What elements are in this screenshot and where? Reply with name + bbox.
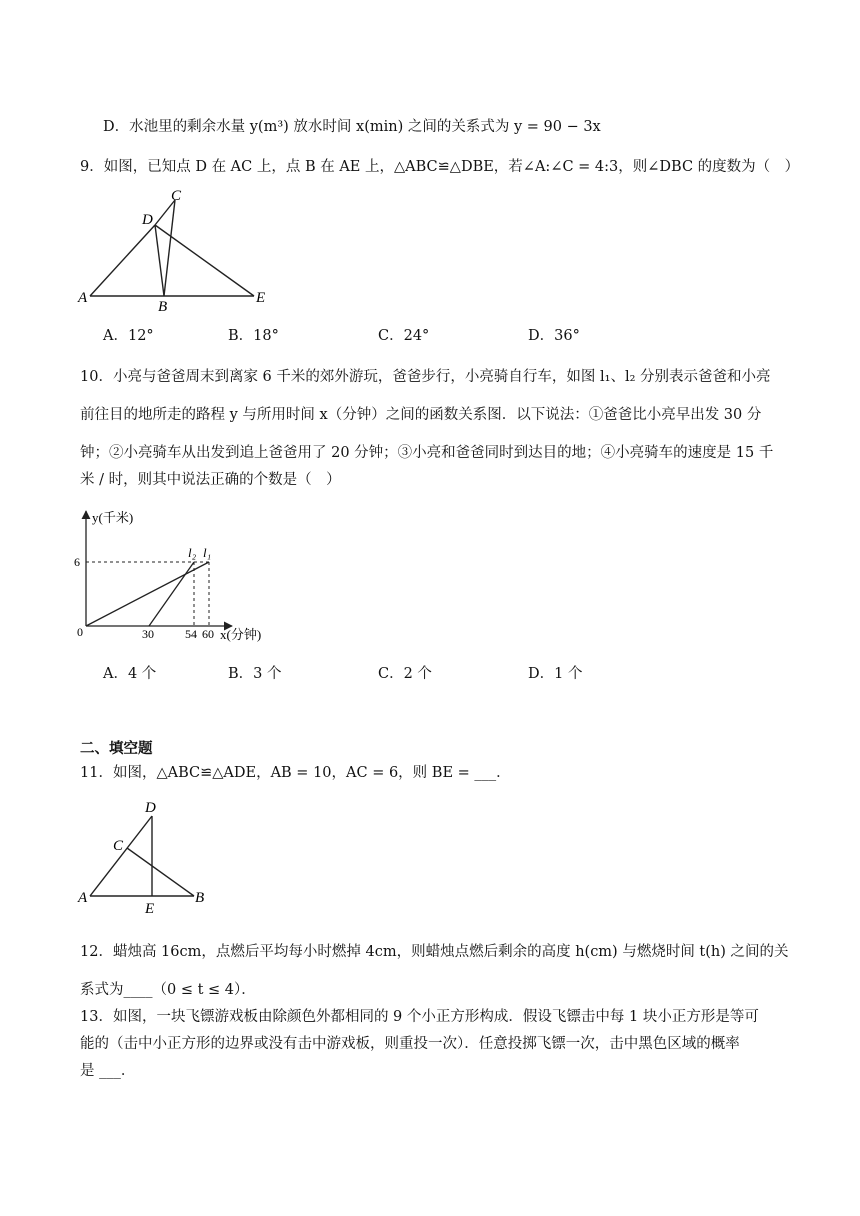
q13-line-3: 是 ___． bbox=[80, 1063, 136, 1079]
q10-option-b: B．3 个 bbox=[228, 666, 282, 682]
q11-label-c: C bbox=[113, 838, 124, 854]
q9-label-d: D bbox=[142, 212, 153, 228]
q10-line-2: 前往目的地所走的路程 y 与所用时间 x（分钟）之间的函数关系图．以下说法：①爸爸比小亮早出发 30 分 bbox=[80, 407, 762, 423]
q10-option-d: D．1 个 bbox=[528, 666, 583, 682]
section-fill-in-blank-title: 二、填空题 bbox=[80, 741, 153, 757]
q11-label-e: E bbox=[145, 901, 155, 917]
q9-label-c: C bbox=[171, 188, 182, 204]
q10-xlabel: x(分钟) bbox=[220, 627, 262, 642]
q11-label-b: B bbox=[195, 890, 205, 906]
q10-line-3: 钟；②小亮骑车从出发到追上爸爸用了 20 分钟；③小亮和爸爸同时到达目的地；④小亮骑车的速度是 15 千 bbox=[80, 445, 774, 461]
q13-line-1: 13．如图，一块飞镖游戏板由除颜色外都相同的 9 个小正方形构成．假设飞镖击中每 1 块小正方形是等可 bbox=[80, 1009, 759, 1025]
q10-graph bbox=[72, 505, 292, 650]
q9-option-b: B．18° bbox=[228, 328, 279, 344]
q9-stem: 9．如图，已知点 D 在 AC 上，点 B 在 AE 上，△ABC≌△DBE，若∠A:∠C = 4:3，则∠DBC 的度数为（ ） bbox=[80, 159, 800, 175]
q10-label-l1: l₁ bbox=[203, 545, 212, 560]
q9-option-a: A．12° bbox=[103, 328, 154, 344]
q10-label-l2: l₂ bbox=[188, 545, 197, 560]
q9-option-d: D．36° bbox=[528, 328, 580, 344]
q10-y-tick-6: 6 bbox=[74, 555, 80, 569]
q10-x-tick-30: 30 bbox=[142, 627, 154, 641]
q12-line-1: 12．蜡烛高 16cm，点燃后平均每小时燃掉 4cm，则蜡烛点燃后剩余的高度 h(cm) 与燃烧时间 t(h) 之间的关 bbox=[80, 944, 789, 960]
q11-stem: 11．如图，△ABC≌△ADE，AB = 10，AC = 6，则 BE = ___． bbox=[80, 765, 511, 781]
q9-label-b: B bbox=[158, 299, 168, 315]
q11-label-a: A bbox=[78, 890, 88, 906]
q9-option-c: C．24° bbox=[378, 328, 430, 344]
q10-option-a: A．4 个 bbox=[103, 666, 157, 682]
q11-triangle-figure bbox=[78, 796, 218, 921]
q10-option-c: C．2 个 bbox=[378, 666, 432, 682]
q10-line-4: 米 / 时，则其中说法正确的个数是（ ） bbox=[80, 472, 341, 488]
q11-label-d: D bbox=[145, 800, 156, 816]
q10-x-tick-60: 60 bbox=[202, 627, 214, 641]
q10-origin: 0 bbox=[77, 625, 83, 639]
q9-label-e: E bbox=[256, 290, 266, 306]
q12-line-2: 系式为____（0 ≤ t ≤ 4）． bbox=[80, 982, 256, 998]
q10-x-tick-54: 54 bbox=[185, 627, 197, 641]
q13-line-2: 能的（击中小正方形的边界或没有击中游戏板，则重投一次）．任意投掷飞镖一次，击中黑色区域的概率 bbox=[80, 1036, 740, 1052]
q9-triangle-figure bbox=[78, 186, 278, 316]
q10-line-1: 10．小亮与爸爸周末到离家 6 千米的郊外游玩，爸爸步行，小亮骑自行车，如图 l₁、l₂ 分别表示爸爸和小亮 bbox=[80, 369, 771, 385]
q10-ylabel: y(千米) bbox=[92, 510, 134, 525]
q8-option-d: D．水池里的剩余水量 y(m³) 放水时间 x(min) 之间的关系式为 y = 90 − 3x bbox=[103, 119, 601, 135]
q9-label-a: A bbox=[78, 290, 88, 306]
